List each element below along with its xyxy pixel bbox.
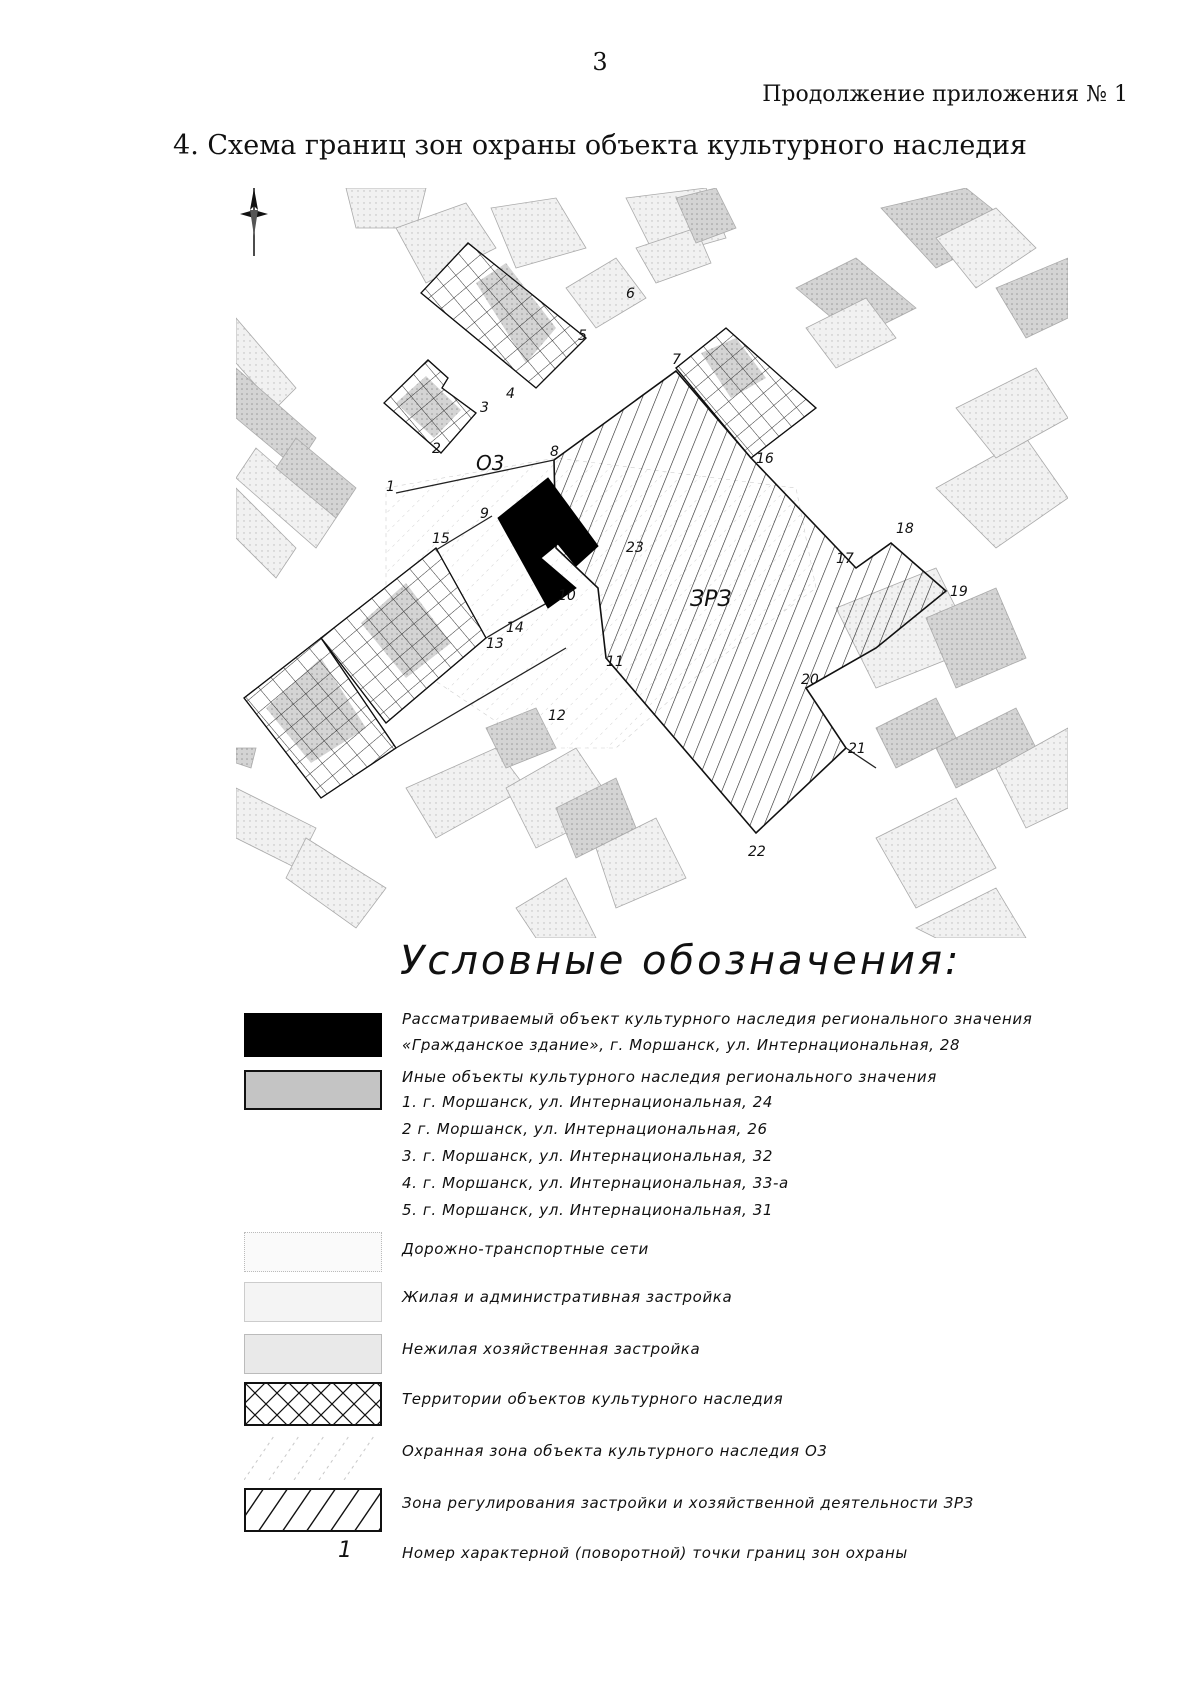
legend-swatch-residential (244, 1282, 382, 1322)
legend-point-number: Номер характерной (поворотной) точки границ зон охраны (402, 1544, 908, 1562)
legend-swatch-roads (244, 1232, 382, 1272)
point-label: 8 (550, 444, 559, 460)
building-block (956, 368, 1068, 458)
regulation-zone-label: ЗРЗ (690, 587, 732, 612)
legend-other-object-item: 1. г. Моршанск, ул. Интернациональная, 24 (402, 1093, 774, 1111)
point-label: 14 (506, 620, 524, 636)
legend-other-object-item: 3. г. Моршанск, ул. Интернациональная, 32 (402, 1147, 774, 1165)
point-label: 9 (480, 506, 489, 522)
point-label: 15 (432, 531, 450, 547)
north-arrow-icon (240, 188, 268, 256)
legend-other-object-item: 5. г. Моршанск, ул. Интернациональная, 31 (402, 1201, 774, 1219)
legend-protected-zone: Охранная зона объекта культурного наследия О3 (402, 1442, 828, 1460)
point-label: 18 (896, 521, 914, 537)
point-label: 1 (386, 479, 395, 495)
protected-zone-label: О3 (476, 451, 505, 475)
point-label: 6 (626, 286, 635, 302)
page-number: 3 (592, 48, 608, 76)
point-label: 4 (506, 386, 515, 402)
building-block (996, 258, 1068, 338)
building-block (876, 798, 996, 908)
point-label: 7 (672, 352, 681, 368)
appendix-continuation: Продолжение приложения № 1 (762, 82, 1128, 107)
legend-swatch-other-objects (244, 1070, 382, 1110)
heritage-territory-grid (384, 360, 476, 453)
building-block (286, 838, 386, 928)
point-label: 23 (626, 540, 644, 556)
point-label: 19 (950, 584, 968, 600)
point-label: 20 (801, 672, 819, 688)
building-block (516, 878, 596, 938)
point-label: 11 (606, 654, 624, 670)
point-label: 5 (578, 328, 587, 344)
legend-title: Условные обозначения: (400, 938, 962, 984)
map-title: 4. Схема границ зон охраны объекта культурного наследия (173, 130, 1027, 161)
legend-residential: Жилая и административная застройка (402, 1288, 733, 1306)
point-label: 16 (756, 451, 774, 467)
legend-regulation-zone: Зона регулирования застройки и хозяйственной деятельности ЗРЗ (402, 1494, 974, 1512)
legend-other-object-item: 4. г. Моршанск, ул. Интернациональная, 33-а (402, 1174, 789, 1192)
legend-roads: Дорожно-транспортные сети (402, 1240, 649, 1258)
point-label: 13 (486, 636, 504, 652)
point-label: 21 (848, 741, 866, 757)
point-label: 12 (548, 708, 566, 724)
legend-heritage-territories: Территории объектов культурного наследия (402, 1390, 784, 1408)
point-label: 2 (432, 441, 441, 457)
point-label: 10 (558, 588, 576, 604)
point-label: 3 (480, 400, 489, 416)
legend-main-object-line2: «Гражданское здание», г. Моршанск, ул. Интернациональная, 28 (402, 1036, 961, 1054)
legend-swatch-main-object (244, 1013, 382, 1057)
legend-main-object-line1: Рассматриваемый объект культурного наследия регионального значения (402, 1010, 1033, 1028)
legend-point-number-sample: 1 (338, 1538, 352, 1563)
legend-non-residential: Нежилая хозяйственная застройка (402, 1340, 701, 1358)
point-label: 22 (748, 844, 766, 860)
legend-other-objects-title: Иные объекты культурного наследия регионального значения (402, 1068, 937, 1086)
zone-map (236, 188, 1068, 938)
legend-swatch-regulation-zone (244, 1488, 382, 1532)
legend-other-object-item: 2 г. Моршанск, ул. Интернациональная, 26 (402, 1120, 768, 1138)
building-block (491, 198, 586, 268)
building-block (236, 748, 256, 768)
legend-swatch-non-residential (244, 1334, 382, 1374)
legend-swatch-heritage-territories (244, 1382, 382, 1426)
point-label: 17 (836, 551, 854, 567)
legend-swatch-protected-zone (244, 1436, 382, 1480)
